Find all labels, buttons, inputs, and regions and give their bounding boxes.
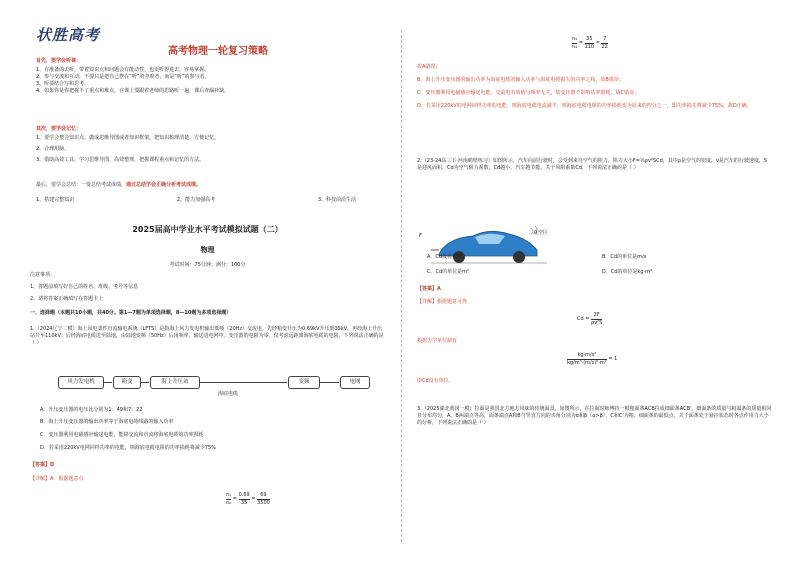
unit-intro: 根据力学单位制有 [417,338,458,344]
strategy-heading-memory: 其次，要学会记忆： [36,126,82,132]
conclusion: 即Cd没有单位。 [417,378,454,384]
section-heading: 一、选择题（本题共10小题，共40分。第1—7题为单项选择题，8—10题为多项选择题） [30,310,232,316]
option-c: C．变压器利用电磁感应输送电能，能降交流和直流将海底电缆的功率损耗 [40,432,204,438]
flow-connector [319,382,339,383]
flow-box-transformer: 箱变 [113,376,141,389]
option-c: C．Cd的单位是m² [427,269,470,275]
answer-label: 【答案】A [417,286,441,292]
question-2-text: 2.（23-24高三下·河南鹤壁练习）如图所示，汽车向前行驶时，会受到来自空气的阻力，阻力大小F=½ρv²SCd，其中ρ是空气的密度，v是汽车的行驶速度，S是迎风面积，Cd为空气阻力系数，Cd越小，汽车越节能。关于风阻系数Cd，下列说法正确的是（ ） [417,158,768,171]
option-d: D．若采用220kV电网同样功率的电能，则海底电缆电阻的功率损耗将减少75% [40,445,216,451]
ratio-rhs: $\frac{\text{n₃}}{\text{n₄}}$ = $\frac{35}{110}$ = $\frac{7}{22}$ [572,36,608,50]
unit-formula: $\frac{\text{kg·m/s²}}{\text{kg/m³·(m/s)²·m²}}$ = 1 [567,352,618,366]
force-label: F [419,233,422,239]
flow-cable-label: 海底电缆 [218,391,239,397]
page-title: 高考物理一轮复习策略 [168,46,268,57]
flow-box-converter: 变频 [288,376,320,389]
flow-cable-line [199,382,287,383]
strategy-heading-listen: 首先，要学会听课： [36,58,82,64]
list-item: 2、能力加强高考 [176,197,216,203]
notice-item: 1、答题前填写好自己的姓名、班级、考号等信息 [30,284,139,290]
notice-heading: 注意事项： [30,272,56,278]
list-item: 3、借助高效工具，学习思维导图，高效整理，把握课程重点和记忆的方法。 [36,157,205,163]
flow-box-grid: 电网 [340,376,370,389]
brand-logo: 状胜高考 [36,26,101,44]
option-d: D．Cd的单位是kg·m³ [602,269,653,275]
list-item: 1、有准备的去听，带着知识点和问题会有能动性，也更听得进去，容易掌握。 [36,67,210,73]
flow-box-offshore-station: 海上升压站 [150,376,200,389]
list-item: 1、要学会整合知识点，做成思维导图或者知识框架，把知识梳理清楚，方便记忆。 [36,135,220,141]
list-item: 2、参与交流和互动，不要只是把自己摆在“听”的旁观者，而是“听”的参与者。 [36,74,210,80]
formula-cd: Cd = $\frac{2F}{\text{ρv²S}}$ [577,312,603,326]
question-1-text: 1.（2024辽宁二模）海上风电柔性直流输电系统（LFTS）是指海上风力发电机输出低频（20Hz）交流电，先经箱变升压为0.69kV升压到35kV，再经海上升压站升至110kV；后经海底电缆送至陆地，由陆地变频（50Hz）后用频率，输送进电网中。变压器的电阻为零，仅考虑远距离海底电缆的电阻，下列说法正确的是（ ） [30,326,384,346]
explanation-text: 故A错误； B．海上升压变压器的输出功率为海底电缆的输入功率与海底电缆损失的功率之和，故B错误； C．变压器利用电磁感应输送电能，交流电有效值与频率无关，故变压器不影响功率损耗，故C错误； D．若采用220kV的电网同样功率的电能，则海底电缆电流减半，则海底电缆电阻的功率损耗变为原来的四分之一，即功率损失将减少75%，故D正确。 [417,64,752,109]
left-column [30,0,385,562]
option-b: B．海上升压变压器的输出功率等于海底电缆线路的输入功率 [40,419,174,425]
option-a: A．Cd没有单位 [427,254,463,260]
flow-connector [140,382,149,383]
list-item: 3、听要结合写和思考。 [36,81,90,87]
answer-label: 【答案】D [30,462,55,468]
detail-label: 【详解】A．根据题意有 [30,476,84,482]
strategy-summary: 最后，要学会总结：一要总结考试成绩，通过总结学会正确分析考试成绩。 [36,182,202,188]
question-3-text: 3.（2025湖北黄冈一模）拉面是我国北方地方风味的传统面食，如图所示，在拉面时师傅持一根粗面条ACB拉成细面条ACB'，细面条的质量与粗面条的质量相同且分布均匀，A、B两端点等高，面条端点A和B与竖直方向的夹角分别为α和β（α>β），C和C'为粗、细面条的最低点，关于面条处于悬挂状态时各点作用力大小的分析，下列说法正确的是（ ） [417,406,772,426]
notice-item: 2、请将答案正确填写在答题卡上 [30,296,104,302]
right-column [417,0,772,562]
car-figure [429,220,549,270]
option-b: B．Cd的单位是m/s [602,254,647,260]
list-item: 1、搭建完整知识 [36,197,75,203]
list-item: 3、科技前沿生活 [317,197,356,203]
detail-label: 【详解】根据题意可得 [417,299,468,305]
vacuum-label: 真空区 [533,230,549,236]
exam-time-info: 考试时间：75分钟；满分：100分 [169,262,246,268]
flow-connector [103,382,112,383]
exam-title: 2025届高中学业水平考试模拟试题（二） [132,225,283,234]
option-a: A．升压变压器的电压比分别为1：49和7：22 [40,407,143,413]
list-item: 4、如果你是你把握不了重点和难点，在课上要跟着老师的思路听一遍，课后查漏补缺。 [36,88,230,94]
list-item: 2、合理用脑。 [36,146,70,152]
column-divider [401,30,402,542]
power-flow-diagram [58,376,388,400]
wheel-icon [513,251,525,263]
flow-box-generator: 风力发电机 [58,376,104,389]
exam-subject: 物理 [200,246,215,254]
ratio-lhs: $\frac{\text{n₁}}{\text{n₂}}$ = $\frac{0.69}{35}$ = $\frac{69}{3500}$ [226,492,270,506]
